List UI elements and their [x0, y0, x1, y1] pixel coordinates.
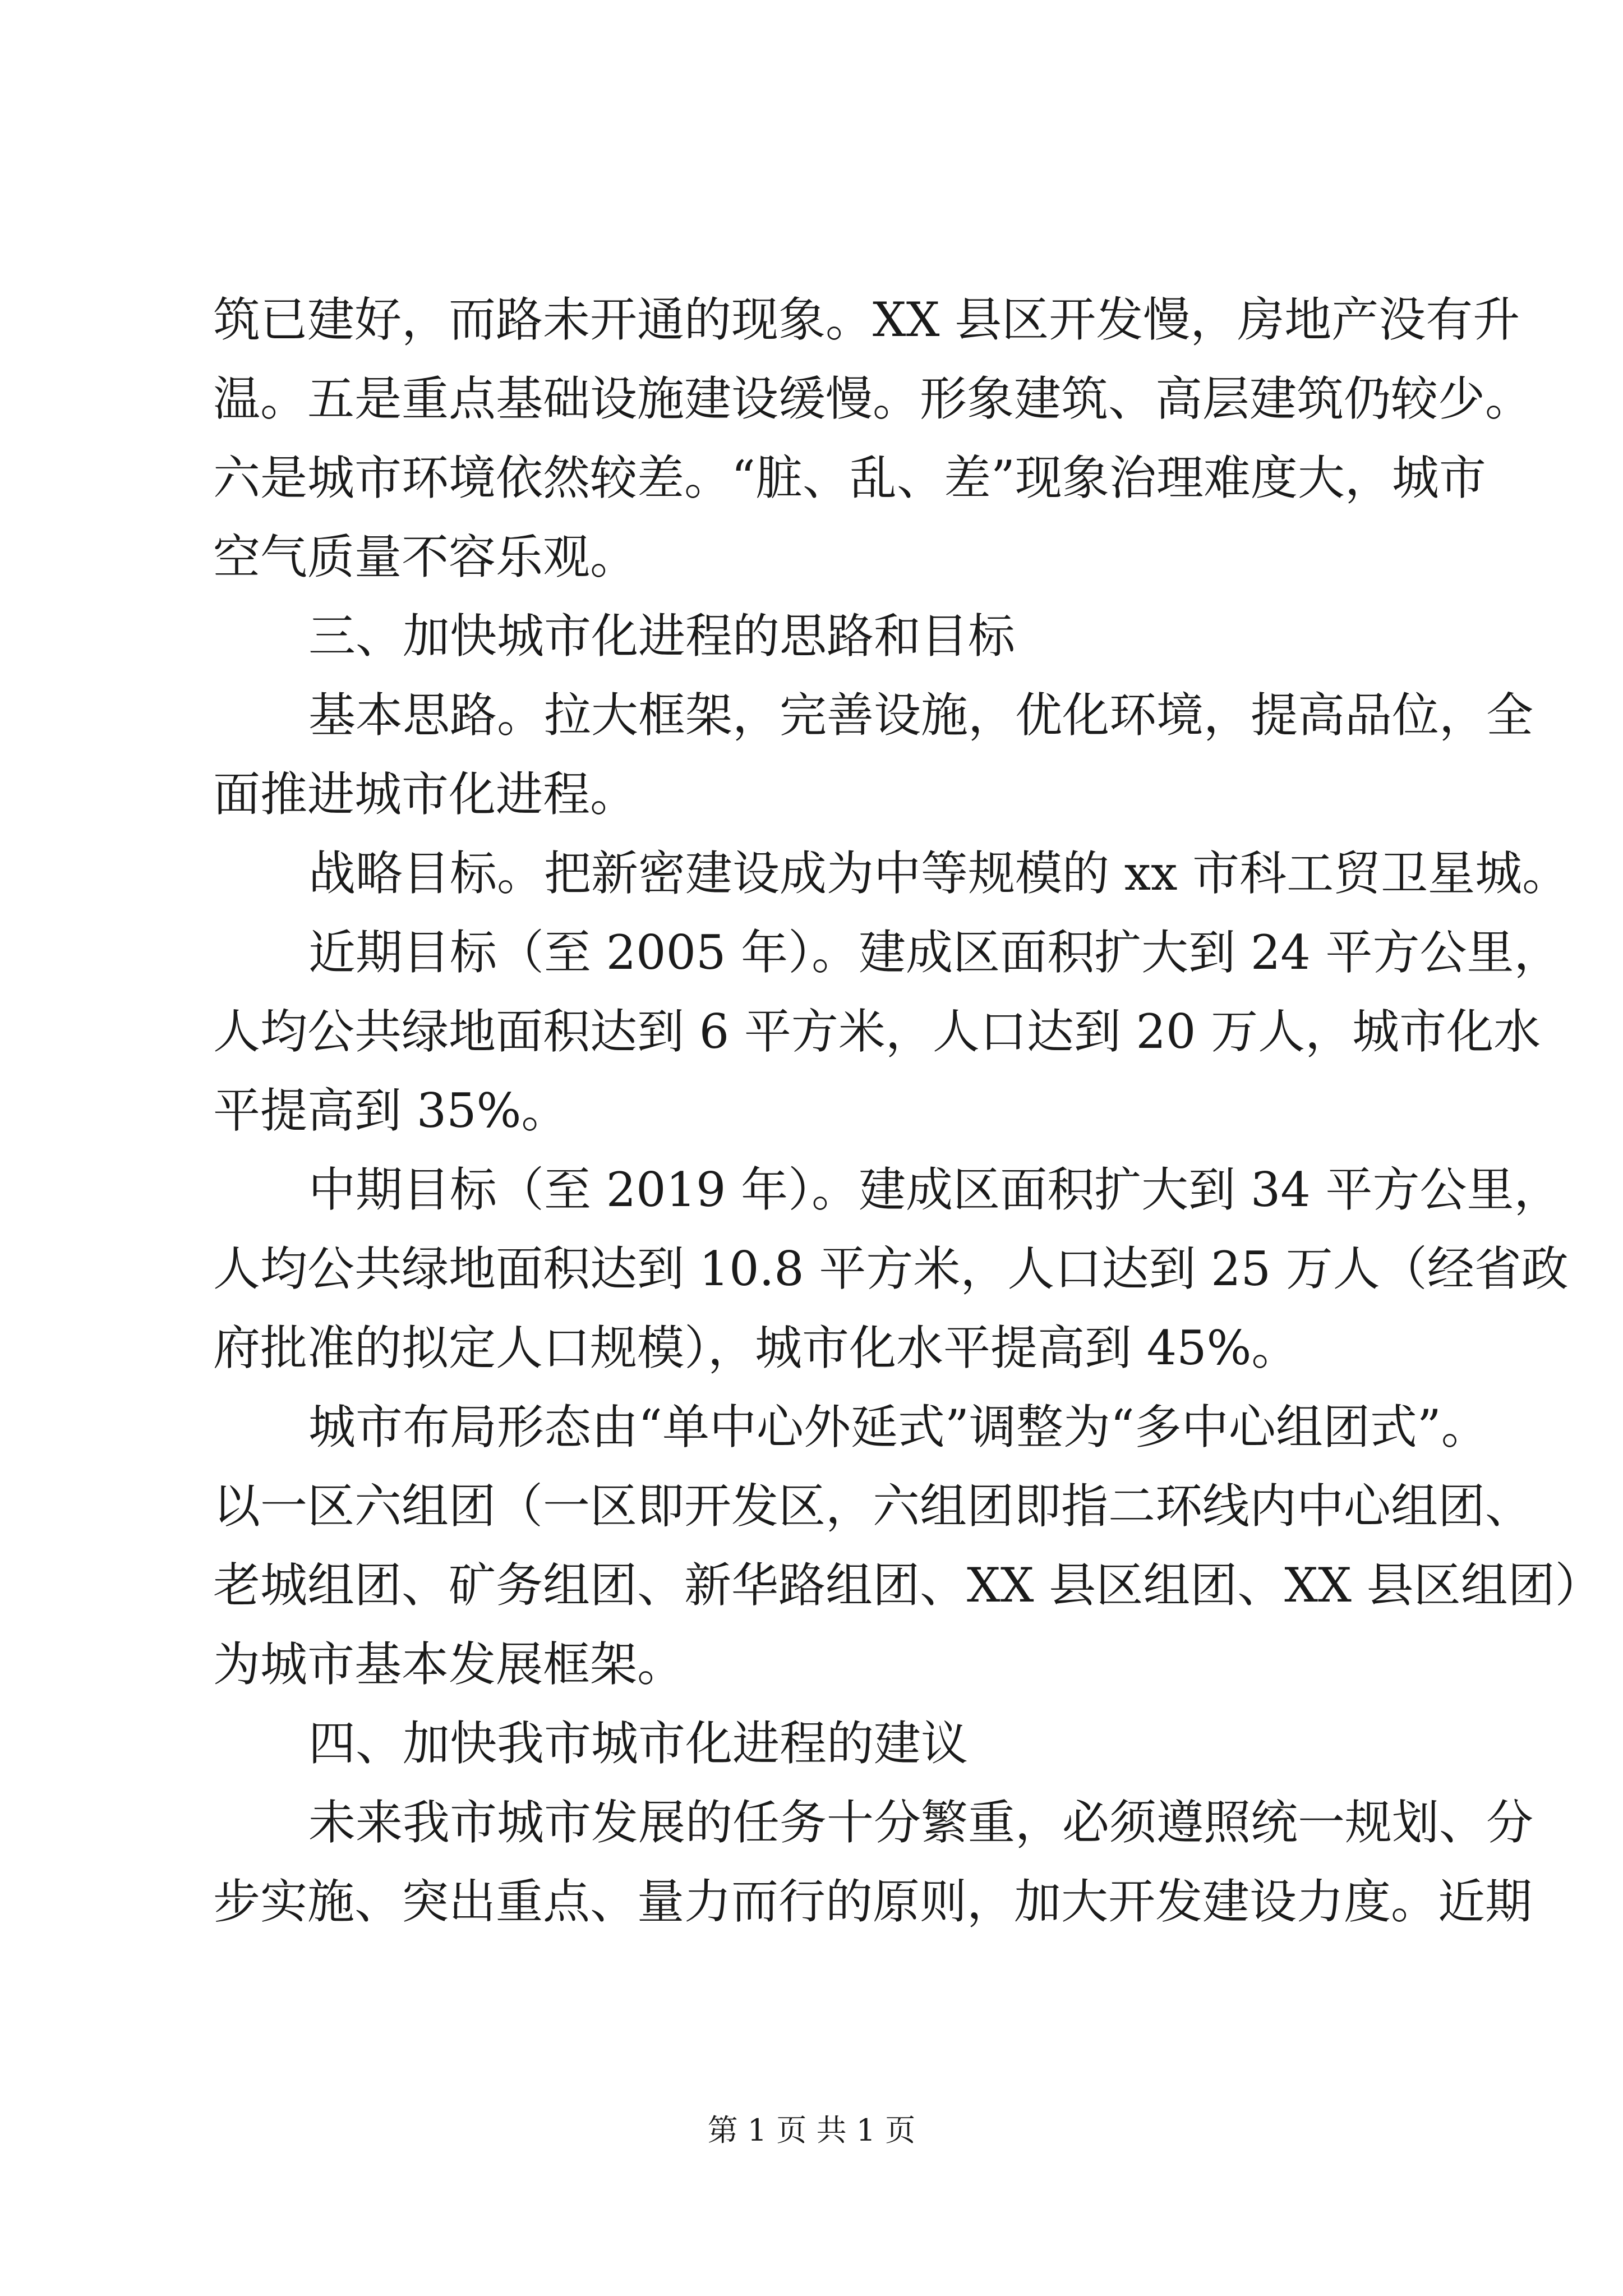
text-line: 空气质量不容乐观。: [213, 530, 638, 585]
text-line: 温。五是重点基础设施建设缓慢。形象建筑、高层建筑仍较少。: [213, 371, 1533, 426]
page-footer: [0, 2106, 1623, 2150]
section-heading-text: 三、加快城市化进程的思路和目标: [308, 609, 1016, 664]
text-line: 中期目标（至 2019 年）。建成区面积扩大到 34 平方公里，: [308, 1162, 1561, 1217]
paragraph-near-term-goal: [213, 913, 1561, 1151]
text-line: 人均公共绿地面积达到 6 平方米，人口达到 20 万人，城市化水: [213, 1004, 1541, 1059]
text-line: 人均公共绿地面积达到 10.8 平方米，人口达到 25 万人（经省政: [213, 1241, 1569, 1296]
paragraph-problems-continued: [213, 280, 1533, 597]
text-line: 近期目标（至 2005 年）。建成区面积扩大到 24 平方公里，: [308, 925, 1561, 980]
paragraph-suggestions: [213, 1783, 1534, 1941]
text-line: 步实施、突出重点、量力而行的原则，加大开发建设力度。近期: [213, 1874, 1533, 1929]
text-line: 以一区六组团（一区即开发区，六组团即指二环线内中心组团、: [213, 1479, 1533, 1534]
paragraph-basic-idea: [213, 676, 1534, 834]
text-line: 为城市基本发展框架。: [213, 1637, 685, 1692]
text-line: 筑已建好，而路未开通的现象。XX 县区开发慢，房地产没有升: [213, 292, 1520, 347]
paragraph-strategic-goal: [213, 834, 1570, 913]
text-line: 基本思路。拉大框架，完善设施，优化环境，提高品位，全: [308, 688, 1534, 743]
text-line: 未来我市城市发展的任务十分繁重，必须遵照统一规划、分: [308, 1795, 1534, 1850]
paragraph-mid-term-goal: [213, 1151, 1569, 1388]
page-number-label: 第 1 页 共 1 页: [707, 2113, 916, 2148]
document-body: [213, 280, 1602, 1941]
paragraph-city-layout: [213, 1388, 1602, 1704]
section-heading-4: [213, 1704, 1419, 1783]
section-heading-text: 四、加快我市城市化进程的建议: [308, 1716, 969, 1771]
text-line: 城市布局形态由“单中心外延式”调整为“多中心组团式”。: [308, 1400, 1488, 1455]
text-line: 老城组团、矿务组团、新华路组团、XX 县区组团、XX 县区组团）: [213, 1558, 1602, 1613]
text-line: 战略目标。把新密建设成为中等规模的 xx 市科工贸卫星城。: [308, 846, 1570, 901]
text-line: 府批准的拟定人口规模），城市化水平提高到 45%。: [213, 1320, 1299, 1375]
text-line: 面推进城市化进程。: [213, 767, 638, 822]
section-heading-3: [213, 597, 1419, 676]
text-line: 平提高到 35%。: [213, 1083, 569, 1138]
text-line: 六是城市环境依然较差。“脏、乱、差”现象治理难度大，城市: [213, 450, 1486, 505]
